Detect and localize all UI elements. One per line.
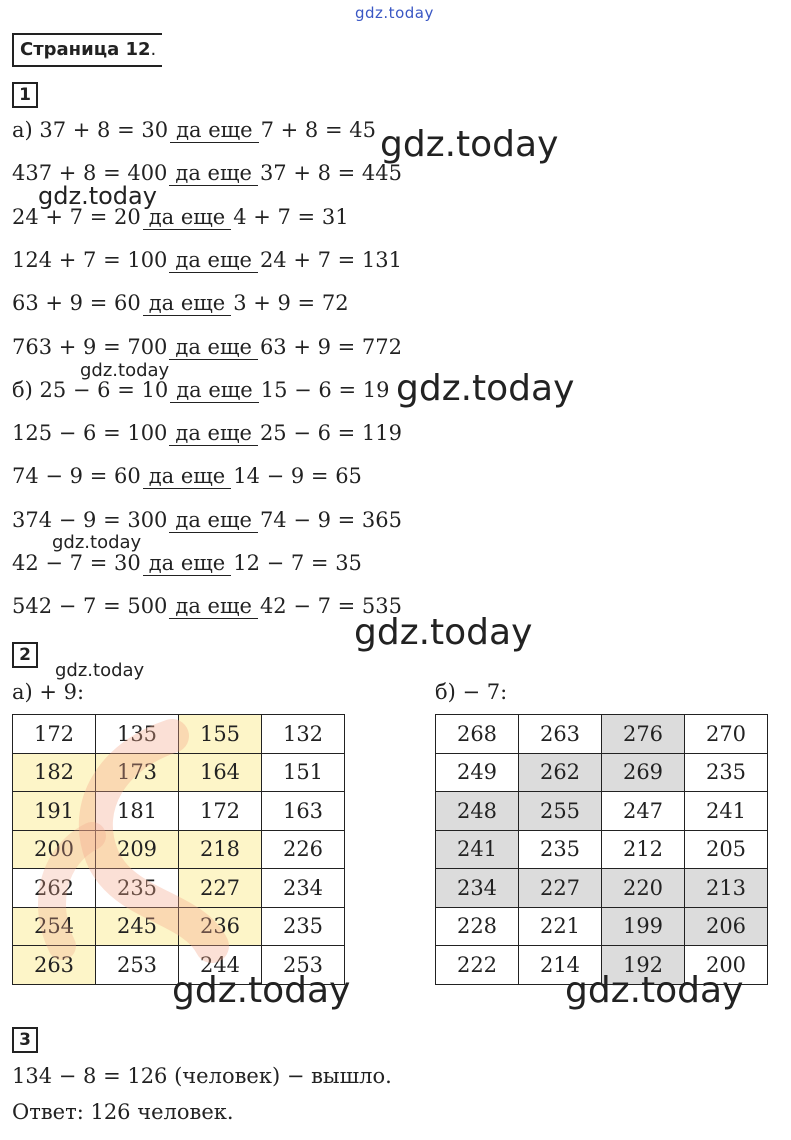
table-cell: 249 <box>436 753 519 792</box>
table-cell: 268 <box>436 715 519 754</box>
equation-part: 25 − 6 = 119 <box>259 421 402 446</box>
equation-connector: да еще <box>169 594 258 619</box>
table-cell: 209 <box>96 830 179 869</box>
task-2-number-text: 2 <box>19 645 31 665</box>
table-cell: 276 <box>602 715 685 754</box>
table-cell: 248 <box>436 792 519 831</box>
table-row <box>436 715 768 754</box>
equation-part: 3 + 9 = 72 <box>233 291 349 316</box>
equation-part: 42 − 7 = 30 <box>12 551 141 575</box>
equation-connector: да еще <box>143 205 232 230</box>
task-2a-label: а) + 9: <box>12 680 85 704</box>
table-cell: 270 <box>685 715 768 754</box>
equation-connector: да еще <box>169 161 258 186</box>
table-cell: 173 <box>96 753 179 792</box>
task-3-number-text: 3 <box>19 1030 31 1050</box>
table-cell: 253 <box>262 946 345 985</box>
watermark: gdz.today <box>55 660 145 681</box>
table-cell: 213 <box>685 869 768 908</box>
table-cell: 262 <box>13 869 96 908</box>
table-cell: 221 <box>519 907 602 946</box>
equation-line <box>12 118 376 143</box>
table-cell: 135 <box>96 715 179 754</box>
table-cell: 228 <box>436 907 519 946</box>
table-row <box>13 715 345 754</box>
table-cell: 205 <box>685 830 768 869</box>
table-cell: 132 <box>262 715 345 754</box>
table-cell: 191 <box>13 792 96 831</box>
table-cell: 227 <box>179 869 262 908</box>
watermark: gdz.today <box>354 612 533 653</box>
table-row <box>436 869 768 908</box>
table-cell: 236 <box>179 907 262 946</box>
table-cell: 254 <box>13 907 96 946</box>
watermark-top: gdz.today <box>355 4 434 22</box>
equation-part: 124 + 7 = 100 <box>12 247 168 272</box>
equation-part: 63 + 9 = 60 <box>12 291 141 316</box>
task-2b-table <box>435 714 768 985</box>
equation-part: 12 − 7 = 35 <box>233 551 362 575</box>
table-row <box>436 792 768 831</box>
task-2b-label: б) − 7: <box>435 680 508 704</box>
page-title-dot: . <box>150 39 157 60</box>
equation-line <box>12 594 402 619</box>
table-cell: 199 <box>602 907 685 946</box>
table-cell: 245 <box>96 907 179 946</box>
equation-part: 15 − 6 = 19 <box>260 377 390 402</box>
table-cell: 222 <box>436 946 519 985</box>
equation-part: 37 + 8 = 445 <box>259 161 402 186</box>
table-cell: 220 <box>602 869 685 908</box>
table-cell: 244 <box>179 946 262 985</box>
table-cell: 255 <box>519 792 602 831</box>
watermark: gdz.today <box>52 532 142 553</box>
equation-part: 763 + 9 = 700 <box>12 334 168 359</box>
watermark: gdz.today <box>80 360 170 381</box>
equation-part: 42 − 7 = 535 <box>259 594 402 619</box>
table-row <box>13 830 345 869</box>
watermark: gdz.today <box>38 182 157 210</box>
equation-line <box>12 248 402 273</box>
table-cell: 181 <box>96 792 179 831</box>
equation-part: 125 − 6 = 100 <box>12 421 168 446</box>
table-cell: 253 <box>96 946 179 985</box>
watermark: gdz.today <box>565 970 744 1011</box>
table-cell: 214 <box>519 946 602 985</box>
equation-line <box>12 421 402 446</box>
table-cell: 182 <box>13 753 96 792</box>
equation-part: 4 + 7 = 31 <box>233 204 349 229</box>
table-row <box>13 869 345 908</box>
task-2a-table <box>12 714 345 985</box>
equation-part: 74 − 9 = 60 <box>12 464 141 489</box>
equation-line <box>12 291 349 316</box>
equation-part: 437 + 8 = 400 <box>12 161 168 186</box>
table-cell: 192 <box>602 946 685 985</box>
table-cell: 235 <box>96 869 179 908</box>
table-cell: 226 <box>262 830 345 869</box>
table-cell: 163 <box>262 792 345 831</box>
table-cell: 200 <box>13 830 96 869</box>
page-title <box>12 33 162 67</box>
equation-connector: да еще <box>169 335 258 360</box>
equation-connector: да еще <box>169 508 258 533</box>
task-2-number <box>12 642 38 668</box>
table-cell: 262 <box>519 753 602 792</box>
watermark: gdz.today <box>380 124 559 165</box>
table-row <box>436 907 768 946</box>
equation-line <box>12 335 402 360</box>
task-3-solution: 134 − 8 = 126 (человек) − вышло. <box>12 1064 392 1088</box>
table-row <box>13 907 345 946</box>
equation-line <box>12 551 362 576</box>
equation-line <box>12 378 389 403</box>
equation-part: 542 − 7 = 500 <box>12 594 168 619</box>
table-cell: 247 <box>602 792 685 831</box>
equation-part: 63 + 9 = 772 <box>259 334 402 359</box>
table-cell: 227 <box>519 869 602 908</box>
equation-line <box>12 508 402 533</box>
task-3-answer: Ответ: 126 человек. <box>12 1100 234 1124</box>
table-cell: 200 <box>685 946 768 985</box>
table-cell: 269 <box>602 753 685 792</box>
equation-part: 7 + 8 = 45 <box>260 118 376 142</box>
equation-part: 374 − 9 = 300 <box>12 507 168 532</box>
watermark: gdz.today <box>396 368 575 409</box>
equation-line <box>12 464 362 489</box>
table-cell: 155 <box>179 715 262 754</box>
equation-part: 14 − 9 = 65 <box>233 464 362 489</box>
table-cell: 172 <box>179 792 262 831</box>
equation-connector: да еще <box>170 378 259 403</box>
table-cell: 151 <box>262 753 345 792</box>
table-row <box>436 753 768 792</box>
table-cell: 234 <box>262 869 345 908</box>
table-cell: 235 <box>685 753 768 792</box>
watermark: gdz.today <box>172 970 351 1011</box>
equation-part: 74 − 9 = 365 <box>259 507 402 532</box>
equation-connector: да еще <box>169 421 258 446</box>
equation-connector: да еще <box>170 118 259 143</box>
task-1-number <box>12 82 38 108</box>
equation-part: 24 + 7 = 131 <box>259 247 402 272</box>
table-cell: 212 <box>602 830 685 869</box>
equation-connector: да еще <box>143 551 232 576</box>
equation-connector: да еще <box>143 291 232 316</box>
equation-connector: да еще <box>169 248 258 273</box>
table-row <box>436 830 768 869</box>
table-cell: 172 <box>13 715 96 754</box>
task-1-number-text: 1 <box>19 85 31 105</box>
equation-part: а) 37 + 8 = 30 <box>12 118 169 142</box>
table-row <box>13 753 345 792</box>
table-cell: 164 <box>179 753 262 792</box>
table-cell: 241 <box>685 792 768 831</box>
table-cell: 206 <box>685 907 768 946</box>
table-cell: 235 <box>262 907 345 946</box>
page-title-text: Страница 12 <box>20 39 151 60</box>
table-cell: 235 <box>519 830 602 869</box>
equation-part: б) 25 − 6 = 10 <box>12 377 169 402</box>
table-cell: 263 <box>13 946 96 985</box>
table-cell: 263 <box>519 715 602 754</box>
equation-part: 24 + 7 = 20 <box>12 204 141 229</box>
task-3-number <box>12 1027 38 1053</box>
table-cell: 218 <box>179 830 262 869</box>
table-cell: 234 <box>436 869 519 908</box>
table-cell: 241 <box>436 830 519 869</box>
equation-connector: да еще <box>143 464 232 489</box>
table-row <box>13 792 345 831</box>
